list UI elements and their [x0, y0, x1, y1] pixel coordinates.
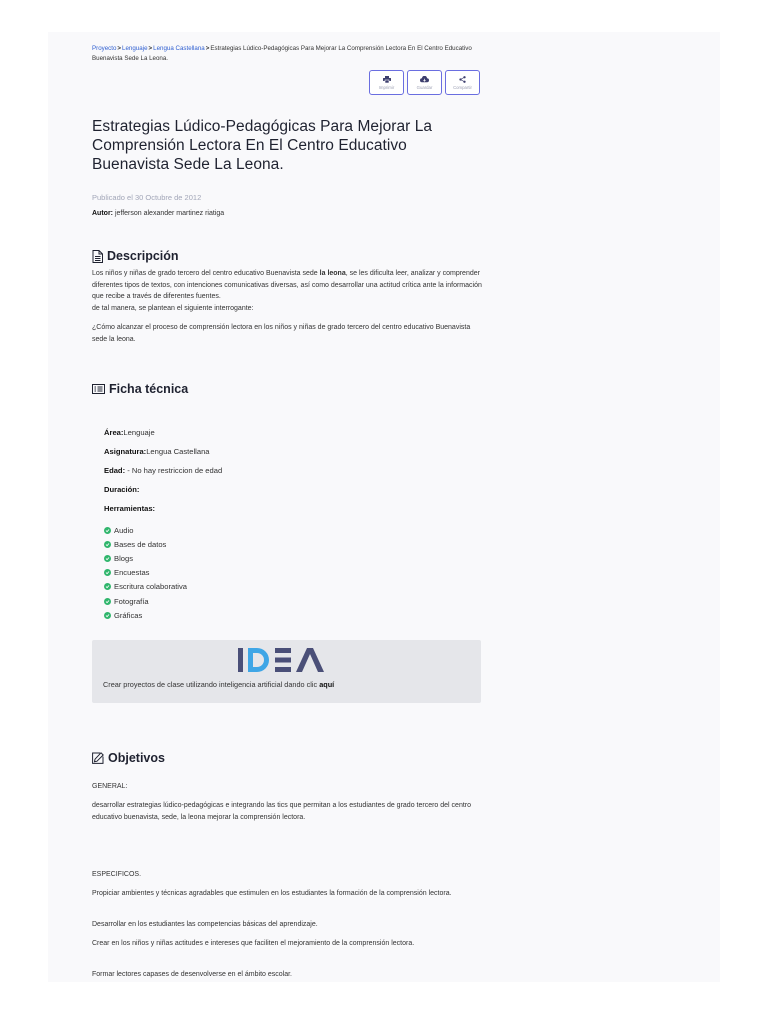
list-item [104, 566, 222, 580]
share-icon [458, 75, 467, 83]
idea-link[interactable]: aquí [319, 680, 335, 689]
list-item [104, 537, 222, 551]
descripcion-paragraph [92, 268, 484, 303]
breadcrumb-separator: > [148, 45, 153, 52]
edit-icon [92, 752, 104, 764]
author-name: jefferson alexander martinez riatiga [113, 210, 225, 217]
herramientas-label: Herramientas: [104, 504, 156, 513]
especifico-item: Desarrollar en los estudiantes las competencias básicas del aprendizaje. [92, 921, 318, 928]
tool-name: Bases de datos [114, 539, 167, 549]
tool-name: Escritura colaborativa [114, 582, 188, 592]
especificos-label: ESPECIFICOS. [92, 871, 142, 878]
asignatura-label: Asignatura: [104, 447, 147, 456]
especifico-item: Crear en los niños y niñas actitudes e intereses que faciliten el mejoramiento de la comprensión lectora. [92, 940, 415, 947]
list-item [104, 608, 222, 622]
breadcrumb-item-lenguaje[interactable]: Lenguaje [122, 45, 148, 52]
ficha-area [104, 428, 222, 447]
author-label: Autor: [92, 210, 113, 217]
document-icon [92, 250, 103, 263]
ficha-heading-text: Ficha técnica [109, 382, 189, 396]
ficha-heading [92, 382, 188, 396]
breadcrumb-item-proyecto[interactable]: Proyecto [92, 45, 117, 52]
printer-icon [382, 75, 391, 83]
breadcrumb-separator: > [117, 45, 122, 52]
list-item [104, 523, 222, 537]
check-circle-icon [104, 598, 111, 605]
general-text: desarrollar estrategias lúdico-pedagógicas e integrando las tics que permitan a los estudiantes de grado tercero del centro educativo buenavista, sede, la leona mejorar la comprensión lectora. [92, 802, 472, 821]
published-date: Publicado el 30 Octubre de 2012 [92, 193, 202, 202]
check-circle-icon [104, 541, 111, 548]
action-toolbar [369, 70, 480, 95]
edad-label: Edad: [104, 466, 126, 475]
duracion-label: Duración: [104, 485, 140, 494]
check-circle-icon [104, 527, 111, 534]
idea-banner[interactable] [92, 640, 481, 703]
check-circle-icon [104, 569, 111, 576]
descripcion-text-part: Los niños y niñas de grado tercero del centro educativo Buenavista sede [92, 270, 320, 277]
idea-text-body: Crear proyectos de clase utilizando inteligencia artificial dando clic [103, 680, 320, 689]
breadcrumb-current: Estrategias Lúdico-Pedagógicas Para Mejorar La Comprensión Lectora En El Centro Educativo Buenavista Sede La Leona. [92, 45, 472, 62]
objetivos-heading [92, 751, 165, 765]
idea-logo-graphic [238, 647, 335, 673]
list-item [104, 551, 222, 565]
asignatura-value: Lengua Castellana [146, 447, 210, 456]
breadcrumb [92, 44, 484, 63]
check-circle-icon [104, 612, 111, 619]
list-icon [92, 384, 105, 394]
list-item [104, 594, 222, 608]
descripcion-question: ¿Cómo alcanzar el proceso de comprensión lectora en los niños y niñas de grado tercero del centro educativo Buenavista sede la leona. [92, 324, 471, 343]
descripcion-paragraph-2: de tal manera, se plantean el siguiente interrogante: [92, 304, 254, 312]
check-circle-icon [104, 583, 111, 590]
idea-text [103, 680, 334, 689]
tool-name: Gráficas [114, 610, 143, 620]
author-line [92, 210, 484, 217]
descripcion-heading [92, 249, 179, 263]
area-value: Lenguaje [123, 428, 155, 437]
breadcrumb-separator: > [205, 45, 210, 52]
print-label: Imprimir [378, 85, 395, 90]
idea-logo [238, 647, 335, 678]
ficha-edad [104, 466, 222, 485]
print-button[interactable] [369, 70, 404, 95]
cloud-download-icon [420, 75, 429, 83]
general-label: GENERAL: [92, 783, 128, 790]
descripcion-bold-text: la leona [319, 270, 346, 277]
share-button[interactable] [445, 70, 480, 95]
ficha-tecnica [104, 428, 222, 622]
tool-name: Audio [114, 525, 134, 535]
objetivos-heading-text: Objetivos [108, 751, 165, 765]
area-label: Área: [104, 428, 124, 437]
check-circle-icon [104, 555, 111, 562]
tool-name: Blogs [114, 553, 133, 563]
tools-list [104, 523, 222, 622]
list-item [104, 580, 222, 594]
especifico-item: Formar lectores capases de desenvolverse en el ámbito escolar. [92, 971, 292, 978]
edad-value: - No hay restriccion de edad [125, 466, 223, 475]
ficha-asignatura [104, 447, 222, 466]
descripcion-text [92, 268, 484, 346]
ficha-duracion [104, 485, 222, 504]
save-button[interactable] [407, 70, 442, 95]
page-title: Estrategias Lúdico-Pedagógicas Para Mejorar La Comprensión Lectora En El Centro Educativo Buenavista Sede La Leona. [92, 118, 433, 173]
save-label: Guardar [416, 85, 433, 90]
breadcrumb-item-lengua-castellana[interactable]: Lengua Castellana [153, 45, 205, 52]
share-label: Compartir [453, 85, 472, 90]
tool-name: Fotografía [114, 596, 149, 606]
especifico-item: Propiciar ambientes y técnicas agradables que estimulen en los estudiantes la formación de la comprensión lectora. [92, 890, 452, 897]
descripcion-text-part: , se les dificulta leer, analizar y comprender diferentes tipos de textos, con intenciones comunicativas diversas, así como desarrollar una actitud crítica ante la información que recibe a través de diferentes fuentes. [92, 270, 482, 301]
ficha-herramientas [104, 504, 222, 523]
descripcion-heading-text: Descripción [107, 249, 179, 263]
tool-name: Encuestas [114, 568, 150, 578]
